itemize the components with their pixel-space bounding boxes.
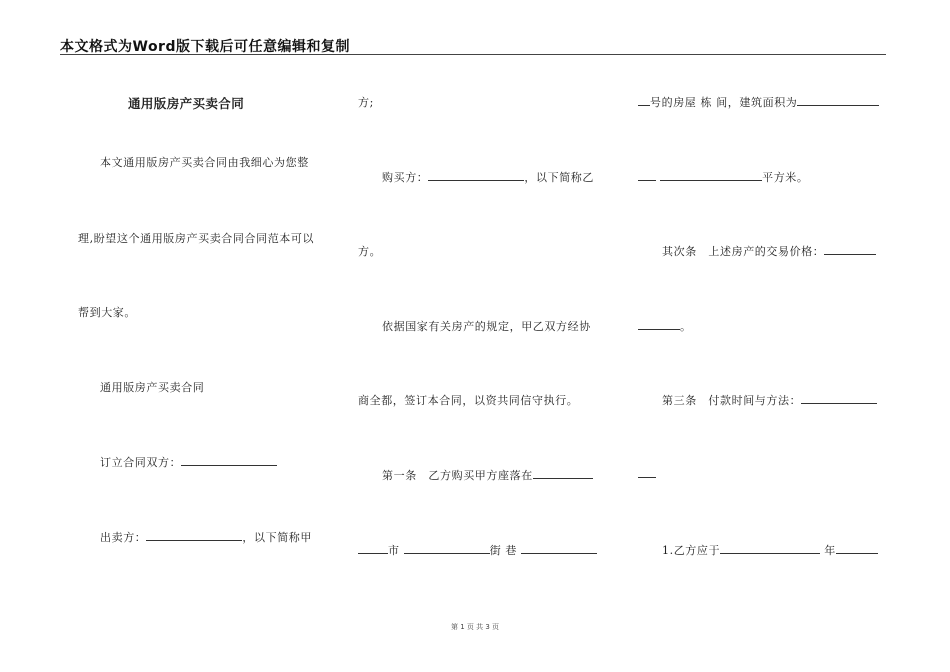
city-blank — [404, 543, 490, 554]
article-2-line — [662, 243, 876, 259]
payment-label: 1.乙方应于 — [662, 544, 721, 557]
price-blank — [824, 244, 876, 255]
col2-line-4: 依据国家有关房产的规定，甲乙双方经协 — [382, 320, 591, 333]
year-blank — [836, 543, 878, 554]
location-blank — [533, 468, 593, 479]
article-3-label: 第三条 付款时间与方法： — [662, 394, 802, 407]
payment-blank — [801, 393, 877, 404]
article-1-label: 第一条 乙方购买甲方座落在 — [382, 469, 533, 482]
payment-blank-2 — [638, 467, 656, 478]
seller-label: 出卖方： — [100, 531, 147, 544]
house-number-blank — [638, 95, 650, 106]
col3-line-4 — [638, 318, 692, 334]
col3-line-2 — [638, 169, 809, 185]
seller-suffix: ，以下简称甲 — [242, 531, 313, 544]
area-blank — [797, 95, 879, 106]
payment-line — [662, 542, 878, 558]
buyer-label: 购买方： — [382, 171, 429, 184]
sqm-label: 平方米。 — [762, 171, 809, 184]
col3-line-1 — [638, 94, 879, 110]
period: 。 — [680, 320, 692, 333]
date-blank — [720, 543, 820, 554]
seller-line — [100, 529, 312, 545]
intro-line-2: 理,盼望这个通用版房产买卖合同合同范本可以 — [78, 232, 315, 245]
house-label: 号的房屋 栋 间，建筑面积为 — [650, 96, 798, 109]
seller-blank — [146, 530, 242, 541]
article-2-label: 其次条 上述房产的交易价格： — [662, 245, 825, 258]
city-street-line — [358, 542, 597, 558]
parties-blank — [181, 455, 277, 466]
col3-line-6 — [638, 467, 656, 481]
buyer-line — [382, 169, 594, 185]
col2-line-1: 方; — [358, 96, 374, 109]
parties-label: 订立合同双方： — [100, 456, 182, 469]
area-blank-2 — [638, 170, 656, 181]
subtitle: 通用版房产买卖合同 — [100, 381, 205, 394]
street-label: 街 巷 — [489, 544, 518, 557]
price-blank-2 — [638, 319, 680, 330]
header-title: 本文格式为Word版下载后可任意编辑和复制 — [60, 39, 350, 55]
article-3-line — [662, 392, 877, 408]
year-label: 年 — [824, 544, 836, 557]
area-blank-3 — [660, 170, 762, 181]
page-header — [60, 36, 886, 55]
intro-line-3: 帮到大家。 — [78, 306, 136, 319]
district-blank — [358, 543, 388, 554]
document-title: 通用版房产买卖合同 — [128, 96, 245, 111]
buyer-suffix: ，以下简称乙 — [524, 171, 595, 184]
street-blank — [521, 543, 597, 554]
col2-line-5: 商全都，签订本合同，以资共同信守执行。 — [358, 394, 579, 407]
city-label: 市 — [388, 544, 400, 557]
intro-line-1: 本文通用版房产买卖合同由我细心为您整 — [100, 156, 309, 169]
parties-line — [100, 454, 277, 470]
buyer-blank — [428, 170, 524, 181]
article-1-line — [382, 467, 593, 483]
col2-line-3: 方。 — [358, 245, 382, 258]
page-footer: 第 1 页 共 3 页 — [450, 623, 500, 631]
